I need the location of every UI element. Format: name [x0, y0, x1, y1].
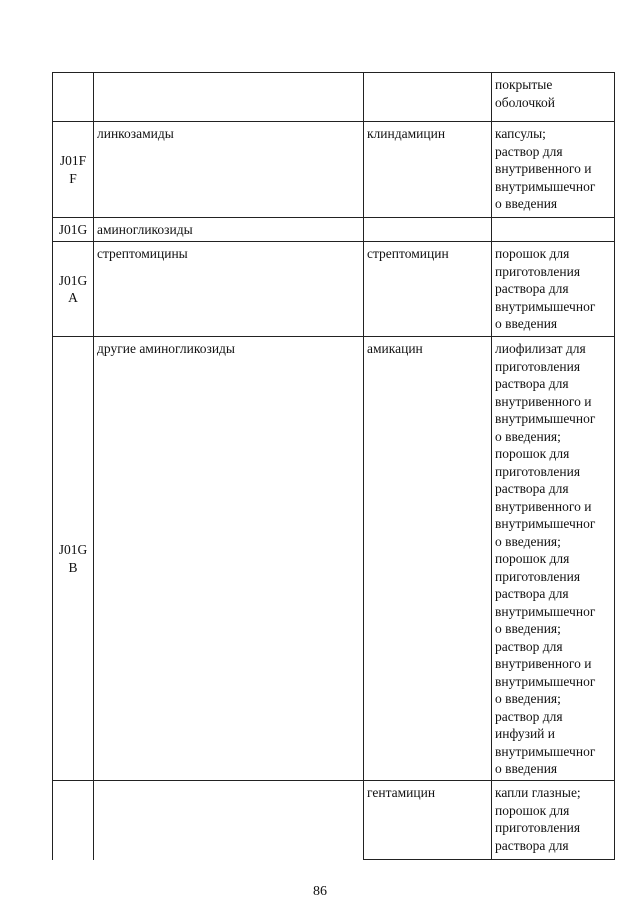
drug-name-cell	[364, 73, 492, 122]
table-row	[53, 73, 615, 122]
dosage-form-cell: лиофилизат для приготовления раствора для внутривенного и внутримышечног о введения; порошок для приготовления раствора для внутривенного и внутримышечног о введения; порошок для приготовления раствора для внутримышечног о введения; раствор для внутривенного и внутримышечног о введения; раствор для инфузий и внутримышечног о введения	[492, 337, 615, 781]
atc-code-cell: J01F F	[53, 122, 94, 218]
dosage-form-cell: капсулы; раствор для внутривенного и внутримышечног о введения	[492, 122, 615, 218]
drug-name-cell	[364, 218, 492, 242]
drug-name-cell: клиндамицин	[364, 122, 492, 218]
group-name-cell: другие аминогликозиды	[94, 337, 364, 781]
dosage-form-cell: покрытые оболочкой	[492, 73, 615, 122]
group-name-cell: линкозамиды	[94, 122, 364, 218]
drug-classification-table	[52, 72, 615, 860]
page-number: 86	[313, 884, 327, 899]
atc-code-cell	[53, 73, 94, 122]
dosage-form-cell	[492, 218, 615, 242]
drug-name-cell: стрептомицин	[364, 242, 492, 337]
table-row	[53, 218, 615, 242]
group-name-cell	[94, 73, 364, 122]
table-row	[53, 122, 615, 218]
table-row	[53, 337, 615, 781]
table-row	[53, 781, 615, 860]
drug-name-cell: амикацин	[364, 337, 492, 781]
dosage-form-cell: порошок для приготовления раствора для внутримышечног о введения	[492, 242, 615, 337]
atc-code-cell: J01G	[53, 218, 94, 242]
group-name-cell: аминогликозиды	[94, 218, 364, 242]
table-row	[53, 242, 615, 337]
dosage-form-cell: капли глазные; порошок для приготовления раствора для	[492, 781, 615, 860]
group-name-cell	[94, 781, 364, 860]
atc-code-cell: J01G A	[53, 242, 94, 337]
atc-code-cell: J01G B	[53, 337, 94, 781]
drug-name-cell: гентамицин	[364, 781, 492, 860]
group-name-cell: стрептомицины	[94, 242, 364, 337]
atc-code-cell	[53, 781, 94, 860]
